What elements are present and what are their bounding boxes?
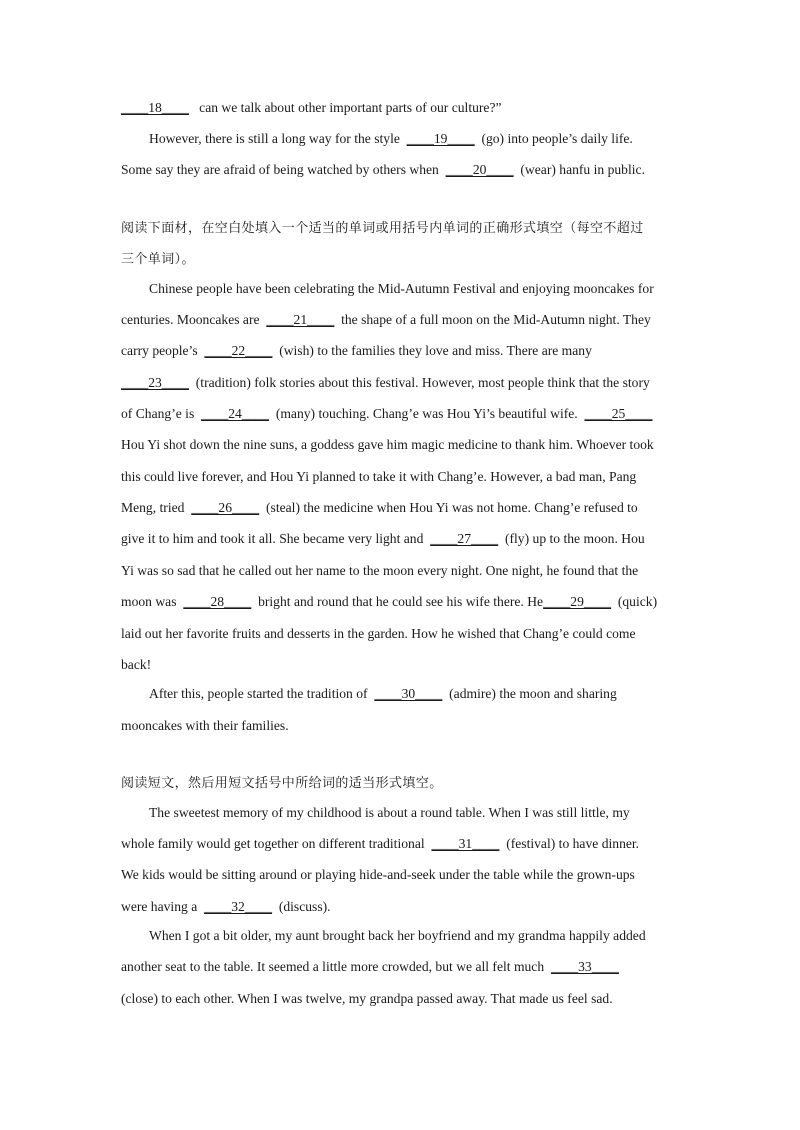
- blank-26: ____26____: [191, 500, 260, 515]
- text-segment: However, there is still a long way for the style: [149, 131, 400, 146]
- blank-30: ____30____: [374, 686, 443, 701]
- text-line: [149, 685, 617, 703]
- text-segment: (many) touching. Chang’e was Hou Yi’s beautiful wife.: [275, 406, 578, 421]
- text-segment: whole family would get together on different traditional: [121, 836, 425, 851]
- blank-18: ____18____: [121, 100, 189, 115]
- text-segment: (wear) hanfu in public.: [520, 162, 645, 177]
- text-segment: Meng, tried: [121, 500, 185, 515]
- blank-31: ____31____: [431, 836, 500, 851]
- text-line: [121, 898, 331, 916]
- text-line: [121, 161, 645, 179]
- blank-29: ____29____: [543, 594, 612, 609]
- text-line: [121, 405, 652, 423]
- text-line: Hou Yi shot down the nine suns, a goddess gave him magic medicine to thank him. Whoever took: [121, 437, 654, 452]
- blank-25: ____25____: [584, 406, 653, 421]
- text-line: We kids would be sitting around or playing hide-and-seek under the table while the grown-ups: [121, 867, 635, 882]
- blank-19: ____19____: [406, 131, 475, 146]
- blank-27: ____27____: [430, 531, 499, 546]
- text-line: laid out her favorite fruits and desserts in the garden. How he wished that Chang’e could come: [121, 626, 636, 641]
- text-segment: Some say they are afraid of being watched by others when: [121, 162, 439, 177]
- text-segment: After this, people started the tradition of: [149, 686, 368, 701]
- blank-23: ____23____: [121, 375, 189, 390]
- blank-33: ____33____: [550, 959, 619, 974]
- text-line: When I got a bit older, my aunt brought back her boyfriend and my grandma happily added: [149, 928, 646, 943]
- text-segment: (steal) the medicine when Hou Yi was not home. Chang’e refused to: [266, 500, 638, 515]
- text-segment: the shape of a full moon on the Mid-Autumn night. They: [341, 312, 651, 327]
- section2-instruction-line1: 阅读下面材，在空白处填入一个适当的单词或用括号内单词的正确形式填空（每空不超过: [121, 221, 644, 236]
- text-segment: another seat to the table. It seemed a little more crowded, but we all felt much: [121, 959, 545, 974]
- text-segment: of Chang’e is: [121, 406, 195, 421]
- text-segment: were having a: [121, 899, 198, 914]
- blank-24: ____24____: [201, 406, 270, 421]
- text-segment: (fly) up to the moon. Hou: [504, 531, 645, 546]
- text-line: [121, 530, 645, 548]
- text-line: The sweetest memory of my childhood is about a round table. When I was still little, my: [149, 805, 630, 820]
- text-line: [121, 958, 619, 976]
- blank-28: ____28____: [183, 594, 252, 609]
- text-line: [121, 499, 638, 517]
- text-segment: carry people’s: [121, 343, 198, 358]
- text-line: [121, 593, 657, 611]
- text-line: [121, 311, 651, 329]
- text-line: [121, 342, 592, 360]
- text-line: [121, 99, 502, 117]
- section3-instruction: 阅读短文，然后用短文括号中所给词的适当形式填空。: [121, 776, 443, 791]
- text-line: this could live forever, and Hou Yi planned to take it with Chang’e. However, a bad man, Pang: [121, 469, 637, 484]
- text-line: [121, 374, 650, 392]
- blank-21: ____21____: [266, 312, 335, 327]
- text-segment: bright and round that he could see his wife there. He: [258, 594, 544, 609]
- text-segment: can we talk about other important parts of our culture?”: [199, 100, 502, 115]
- text-segment: (go) into people’s daily life.: [481, 131, 633, 146]
- text-line: [149, 130, 633, 148]
- text-segment: (wish) to the families they love and miss. There are many: [279, 343, 592, 358]
- text-segment: (festival) to have dinner.: [506, 836, 640, 851]
- text-line: Yi was so sad that he called out her name to the moon every night. One night, he found that the: [121, 563, 639, 578]
- text-segment: (quick): [617, 594, 658, 609]
- text-line: mooncakes with their families.: [121, 718, 289, 733]
- text-segment: give it to him and took it all. She became very light and: [121, 531, 424, 546]
- section2-instruction-line2: 三个单词）。: [121, 252, 195, 267]
- blank-20: ____20____: [445, 162, 514, 177]
- text-line: back!: [121, 657, 152, 672]
- blank-22: ____22____: [204, 343, 273, 358]
- blank-32: ____32____: [204, 899, 273, 914]
- text-line: Chinese people have been celebrating the Mid-Autumn Festival and enjoying mooncakes for: [149, 281, 654, 296]
- text-segment: centuries. Mooncakes are: [121, 312, 260, 327]
- text-segment: (discuss).: [278, 899, 331, 914]
- text-segment: (tradition) folk stories about this festival. However, most people think that the story: [195, 375, 650, 390]
- text-line: [121, 835, 639, 853]
- text-line: (close) to each other. When I was twelve, my grandpa passed away. That made us feel sad.: [121, 991, 613, 1006]
- text-segment: (admire) the moon and sharing: [449, 686, 617, 701]
- text-segment: moon was: [121, 594, 177, 609]
